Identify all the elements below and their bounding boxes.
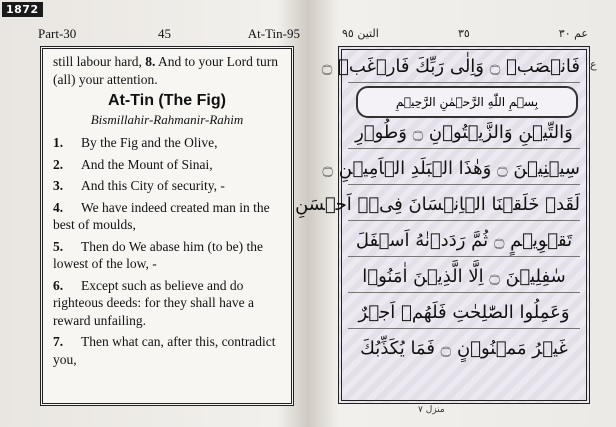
- bismillah: Bismillahir-Rahmanir-Rahim: [90, 111, 244, 127]
- page-number: 45: [158, 26, 171, 41]
- surah-label: At-Tin-95: [247, 26, 300, 41]
- arabic-line-6: سٰفِلِيۡنَ ۝ اِلَّا الَّذِيۡنَ اٰمَنُوۡا: [348, 262, 580, 293]
- margin-mark: ع: [590, 58, 597, 71]
- left-page: [38, 24, 300, 416]
- verse-1: 1. By the Fig and the Olive,: [53, 135, 218, 150]
- left-header: [38, 24, 300, 44]
- arabic-line-1: فَانۡصَبۡ ۝ وَاِلٰى رَبِّكَ فَارۡغَبۡ ۝: [348, 52, 580, 83]
- arabic-line-3: سِيۡنِيۡنَ ۝ وَهٰذَا الۡبَلَدِ الۡاَمِيۡنِ ۝: [348, 154, 580, 185]
- arabic-line-5: تَقۡوِيۡمٍ ۝ ثُمَّ رَدَدۡنٰهُ اَسۡفَلَ: [348, 226, 580, 257]
- arabic-line-7: وَعَمِلُوا الصّٰلِحٰتِ فَلَهُمۡ اَجۡرٌ: [348, 298, 580, 329]
- translation-text: [53, 53, 281, 372]
- right-header: [318, 24, 588, 44]
- verse-4: 4. We have indeed created man in the best of moulds,: [53, 199, 270, 232]
- juz-label-arabic: عم ٣٠: [558, 27, 588, 40]
- verse-3: 3. And this City of security, -: [53, 178, 225, 193]
- verse-2: 2. And the Mount of Sinai,: [53, 156, 213, 172]
- surah-label-arabic: التين ٩٥: [342, 27, 379, 40]
- bismillah-arabic: بِسۡمِ اللّٰهِ الرَّحۡمٰنِ الرَّحِيۡمِ: [356, 86, 578, 118]
- verse-5: 5. Then do We abase him (to be) the lowest of the low, -: [53, 238, 263, 271]
- verse-6: 6. Except such as believe and do righteous deeds: for they shall have a reward unfailing.: [53, 277, 254, 328]
- surah-title: At-Tin (The Fig): [108, 92, 226, 109]
- manzil-label: منزل ٧: [418, 405, 445, 415]
- verse-7: 7. Then what can, after this, contradict you,: [53, 334, 276, 367]
- page-number-arabic: ٣٥: [458, 27, 470, 40]
- part-label: Part-30: [38, 26, 77, 41]
- arabic-line-4: لَقَدۡ خَلَقۡنَا الۡاِنۡسَانَ فِىۡۤ اَحۡسَنِ: [348, 190, 580, 221]
- arabic-line-2: وَالتِّيۡنِ وَالزَّيۡتُوۡنِ ۝ وَطُوۡرِ: [348, 118, 580, 149]
- arabic-line-8: غَيۡرُ مَمۡنُوۡنٍ ۝ فَمَا يُكَذِّبُكَ: [360, 338, 568, 359]
- arabic-frame: [295, 46, 590, 404]
- right-page: [295, 24, 604, 416]
- continued-verse: still labour hard, 8. And to your Lord turn (all) your attention.: [53, 54, 278, 87]
- page-number-badge: 1872: [2, 2, 43, 17]
- translation-frame: [40, 46, 294, 406]
